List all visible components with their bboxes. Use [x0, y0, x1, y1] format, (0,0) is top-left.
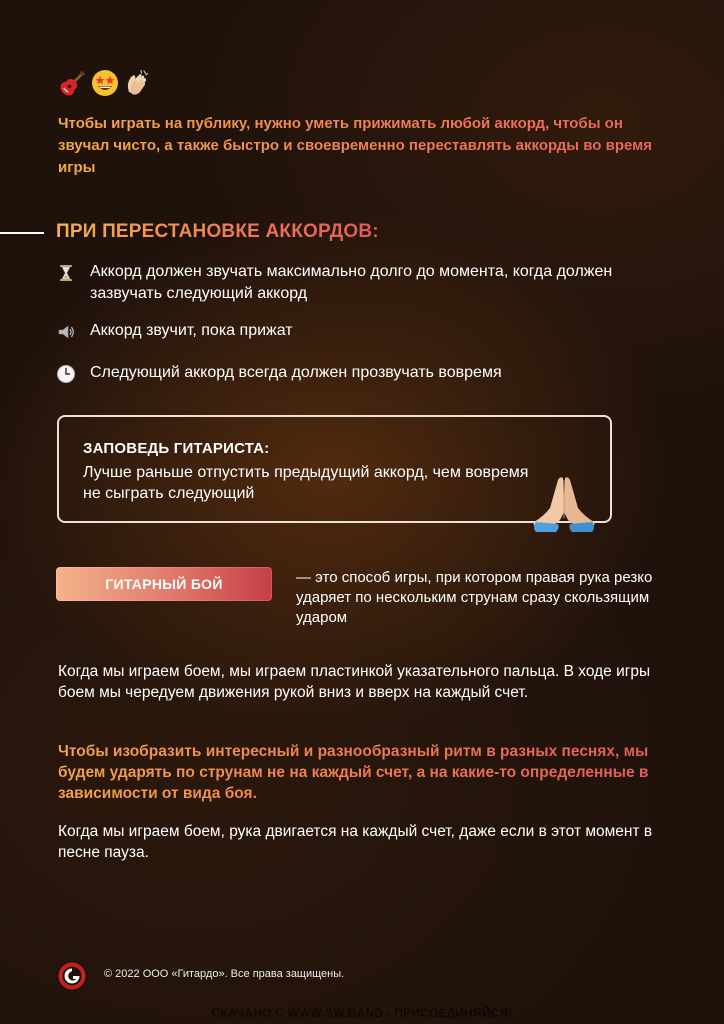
guitar-icon	[58, 68, 88, 98]
bullet-item	[56, 362, 656, 384]
clapping-hands-icon	[122, 68, 152, 98]
bullet-text: Аккорд должен звучать максимально долго до момента, когда должен зазвучать следующий аккорд	[90, 263, 613, 302]
strumming-label	[56, 567, 272, 601]
bullet-item	[56, 261, 656, 305]
section-rule	[0, 232, 44, 234]
copyright-text: © 2022 ООО «Гитардо». Все права защищены.	[104, 968, 345, 980]
intro-emoji-row	[58, 66, 152, 100]
commandment-text: Лучше раньше отпустить предыдущий аккорд, чем вовремя не сыграть следующий	[83, 464, 529, 502]
bullet-text: Следующий аккорд всегда должен прозвучать вовремя	[90, 364, 502, 381]
paragraph-highlighted: Чтобы изобразить интересный и разнообразный ритм в разных песнях, мы будем ударять по струнам не на каждый счет, а на какие-то определенные в зависимости от вида боя.	[58, 741, 678, 804]
commandment-title: ЗАПОВЕДЬ ГИТАРИСТА:	[83, 440, 270, 457]
strumming-label-text: ГИТАРНЫЙ БОЙ	[105, 576, 223, 592]
paragraph: Когда мы играем боем, рука двигается на каждый счет, даже если в этот момент в песне пауза.	[58, 823, 653, 861]
clock-icon	[56, 364, 76, 384]
intro-text: Чтобы играть на публику, нужно уметь прижимать любой аккорд, чтобы он звучал чисто, а также быстро и своевременно переставлять аккорды во время игры	[58, 113, 658, 179]
speaker-icon	[56, 322, 76, 342]
bullet-item	[56, 320, 656, 342]
section-title: ПРИ ПЕРЕСТАНОВКЕ АККОРДОВ:	[56, 221, 379, 242]
bullet-text: Аккорд звучит, пока прижат	[90, 322, 293, 339]
download-watermark: СКАЧАНО С WWW.SW.BAND - ПРИСОЕДИНЯЙСЯ!	[211, 1006, 513, 1020]
hourglass-icon	[56, 263, 76, 283]
star-struck-face-icon	[90, 68, 120, 98]
folded-hands-icon	[530, 472, 598, 534]
strumming-definition: — это способ игры, при котором правая рука резко ударяет по нескольким струнам сразу скользящим ударом	[296, 569, 653, 626]
paragraph: Когда мы играем боем, мы играем пластинкой указательного пальца. В ходе игры боем мы чередуем движения рукой вниз и вверх на каждый счет.	[58, 663, 651, 701]
gitardo-logo-icon	[58, 962, 86, 990]
